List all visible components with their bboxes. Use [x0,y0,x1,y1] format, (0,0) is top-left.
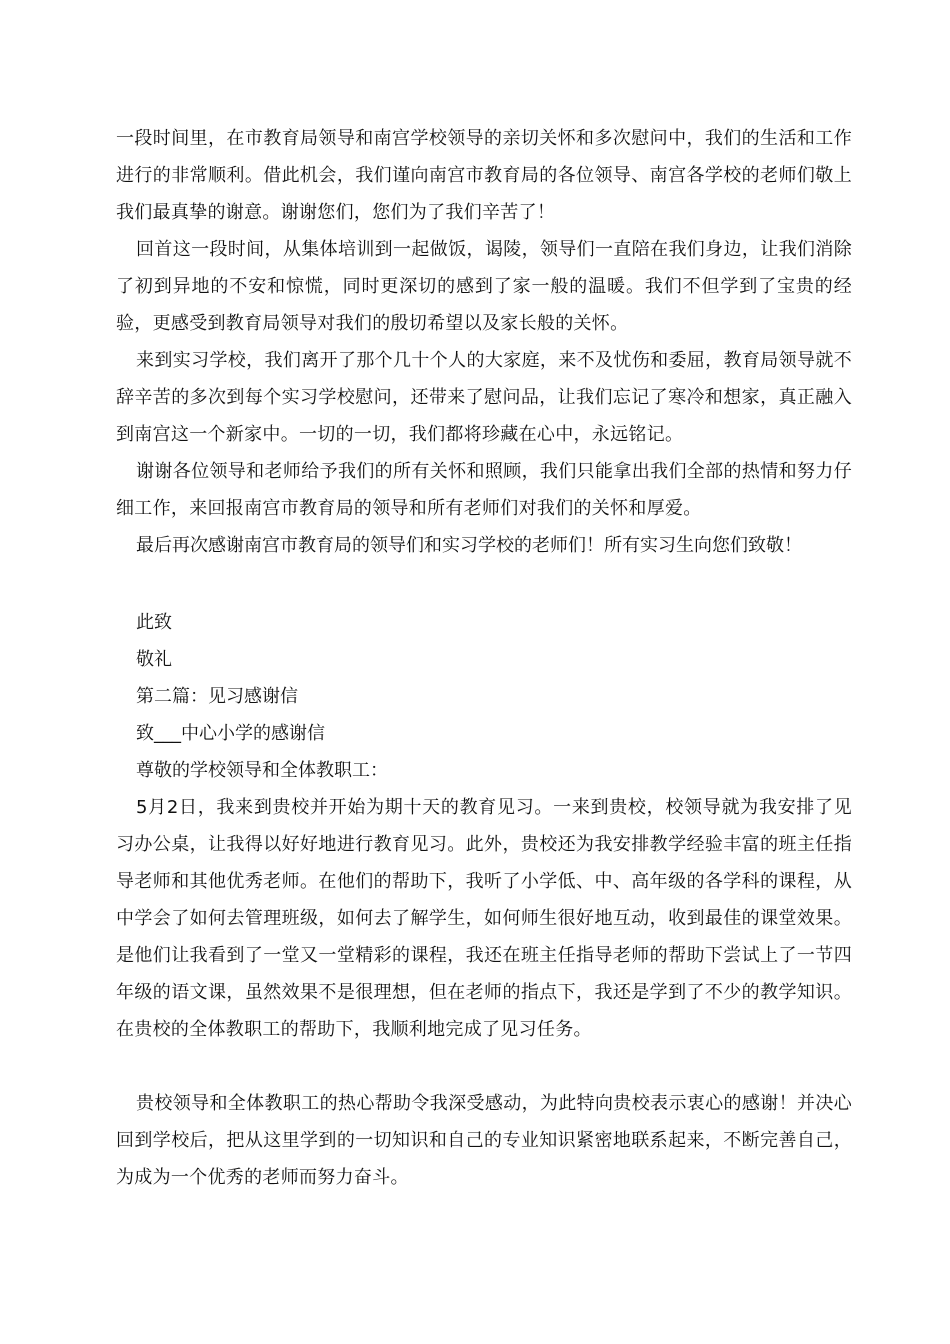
paragraph-4: 谢谢各位领导和老师给予我们的所有关怀和照顾，我们只能拿出我们全部的热情和努力仔细工作，来回报南宫市教育局的领导和所有老师们对我们的关怀和厚爱。 [116,461,852,519]
section-heading: 第二篇：见习感谢信 [136,686,298,707]
paragraph-5: 最后再次感谢南宫市教育局的领导们和实习学校的老师们！所有实习生向您们致敬！ [136,535,802,556]
paragraph-1: 一段时间里，在市教育局领导和南宫学校领导的亲切关怀和多次慰问中，我们的生活和工作进行的非常顺利。借此机会，我们谨向南宫市教育局的各位领导、南宫各学校的老师们敬上我们最真挚的谢意。谢谢您们，您们为了我们辛苦了！ [116,128,852,223]
closing-line-1: 此致 [136,612,172,633]
letter-paragraph-2: 贵校领导和全体教职工的热心帮助令我深受感动，为此特向贵校表示衷心的感谢！并决心回到学校后，把从这里学到的一切知识和自己的专业知识紧密地联系起来，不断完善自己，为成为一个优秀的老师而努力奋斗。 [116,1093,852,1188]
salutation: 尊敬的学校领导和全体教职工： [136,760,388,781]
paragraph-2: 回首这一段时间，从集体培训到一起做饭，谒陵，领导们一直陪在我们身边，让我们消除了初到异地的不安和惊慌，同时更深切的感到了家一般的温暖。我们不但学到了宝贵的经验，更感受到教育局领导对我们的殷切希望以及家长般的关怀。 [116,239,852,334]
letter-title: 致___中心小学的感谢信 [136,723,325,744]
paragraph-3: 来到实习学校，我们离开了那个几十个人的大家庭，来不及忧伤和委屈，教育局领导就不辞辛苦的多次到每个实习学校慰问，还带来了慰问品，让我们忘记了寒冷和想家，真正融入到南宫这一个新家中。一切的一切，我们都将珍藏在心中，永远铭记。 [116,350,852,445]
letter-paragraph-1: 5月2日，我来到贵校并开始为期十天的教育见习。一来到贵校，校领导就为我安排了见习办公桌，让我得以好好地进行教育见习。此外，贵校还为我安排教学经验丰富的班主任指导老师和其他优秀老师。在他们的帮助下，我听了小学低、中、高年级的各学科的课程，从中学会了如何去管理班级，如何去了解学生，如何师生很好地互动，收到最佳的课堂效果。是他们让我看到了一堂又一堂精彩的课程，我还在班主任指导老师的帮助下尝试上了一节四年级的语文课，虽然效果不是很理想，但在老师的指点下，我还是学到了不少的教学知识。在贵校的全体教职工的帮助下，我顺利地完成了见习任务。 [116,797,852,1040]
closing-line-2: 敬礼 [136,649,172,670]
